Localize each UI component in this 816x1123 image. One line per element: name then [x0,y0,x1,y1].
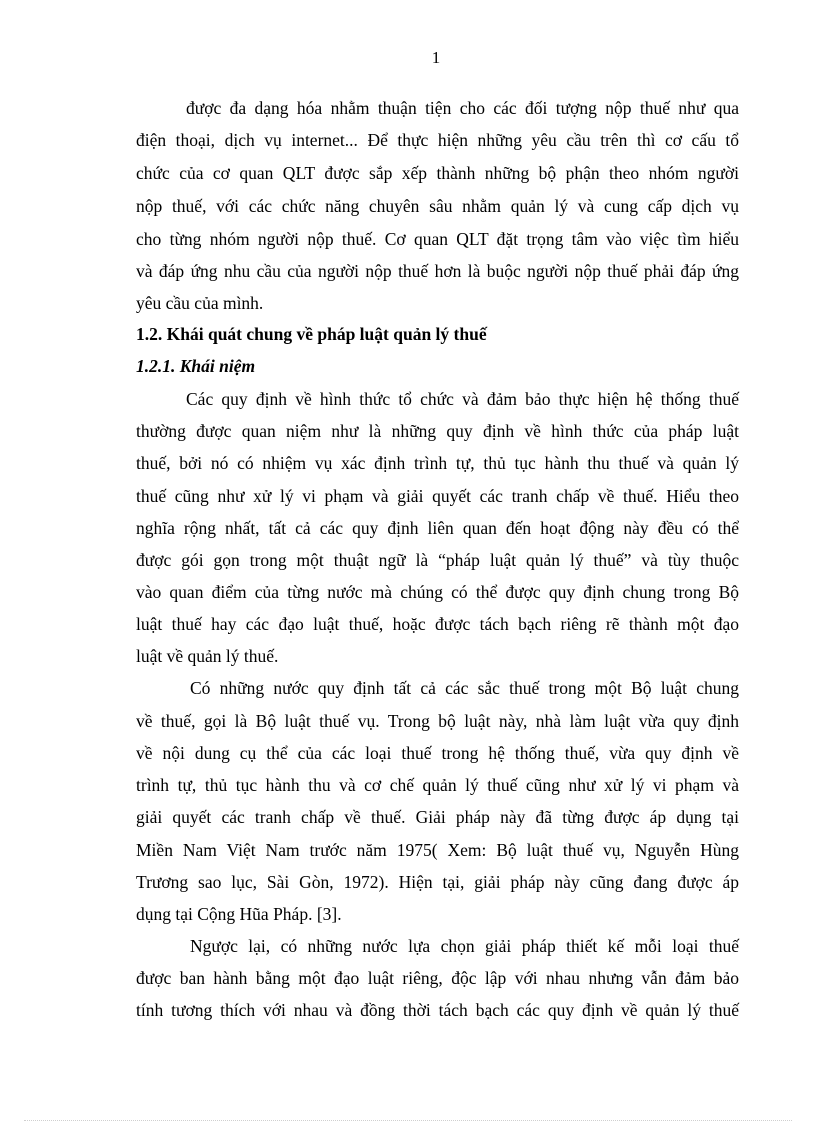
paragraph-2-line-5: nghĩa rộng nhất, tất cả các quy định liên quan đến hoạt động này đều có thể [136,518,739,538]
paragraph-3-line-3: về nội dung cụ thể của các loại thuế trong hệ thống thuế, vừa quy định về [136,743,739,763]
paragraph-2-line-3: thuế, bởi nó có nhiệm vụ xác định trình tự, thủ tục hành thu thuế và quản lý [136,453,739,473]
paragraph-2-line-1: Các quy định về hình thức tổ chức và đảm bảo thực hiện hệ thống thuế [186,389,739,409]
paragraph-3-line-2: về thuế, gọi là Bộ luật thuế vụ. Trong bộ luật này, nhà làm luật vừa quy định [136,711,739,731]
paragraph-4-line-2: được ban hành bằng một đạo luật riêng, độc lập với nhau nhưng vẫn đảm bảo [136,968,739,988]
paragraph-2-line-6: được gói gọn trong một thuật ngữ là “pháp luật quản lý thuế” và tùy thuộc [136,550,739,570]
paragraph-1-line-7: yêu cầu của mình. [136,293,264,313]
subsection-heading: 1.2.1. Khái niệm [136,356,256,376]
paragraph-1-line-6: và đáp ứng nhu cầu của người nộp thuế hơn là buộc người nộp thuế phải đáp ứng [136,261,739,281]
paragraph-1-line-3: chức của cơ quan QLT được sắp xếp thành những bộ phận theo nhóm người [136,163,739,183]
paragraph-1-line-1: được đa dạng hóa nhằm thuận tiện cho các đối tượng nộp thuế như qua [186,98,739,118]
paragraph-2-line-7: vào quan điểm của từng nước mà chúng có thể được quy định chung trong Bộ [136,582,739,602]
paragraph-1-line-4: nộp thuế, với các chức năng chuyên sâu nhằm quản lý và cung cấp dịch vụ [136,196,739,216]
paragraph-3-line-7: Trương sao lục, Sài Gòn, 1972). Hiện tại, giải pháp này cũng đang được áp [136,872,739,892]
page-number: 1 [431,48,441,67]
paragraph-1-line-2: điện thoại, dịch vụ internet... Để thực hiện những yêu cầu trên thì cơ cấu tổ [136,130,739,150]
paragraph-1-line-5: cho từng nhóm người nộp thuế. Cơ quan QLT đặt trọng tâm vào việc tìm hiểu [136,229,739,249]
paragraph-2-line-8: luật thuế hay các đạo luật thuế, hoặc được tách bạch riêng rẽ thành một đạo [136,614,739,634]
paragraph-2-line-4: thuế cũng như xử lý vi phạm và giải quyết các tranh chấp về thuế. Hiểu theo [136,486,739,506]
paragraph-3-line-6: Miền Nam Việt Nam trước năm 1975( Xem: Bộ luật thuế vụ, Nguyễn Hùng [136,840,739,860]
paragraph-3-line-8: dụng tại Cộng Hũa Pháp. [3]. [136,904,342,924]
paragraph-2-line-9: luật về quản lý thuế. [136,646,279,666]
footer-rule [24,1120,792,1121]
paragraph-4-line-1: Ngược lại, có những nước lựa chọn giải pháp thiết kế mỗi loại thuế [190,936,739,956]
paragraph-3-line-5: giải quyết các tranh chấp về thuế. Giải pháp này đã từng được áp dụng tại [136,807,739,827]
paragraph-2-line-2: thường được quan niệm như là những quy định về hình thức của pháp luật [136,421,739,441]
section-heading: 1.2. Khái quát chung về pháp luật quản lý thuế [136,324,487,344]
paragraph-4-line-3: tính tương thích với nhau và đồng thời tách bạch các quy định về quản lý thuế [136,1000,739,1020]
paragraph-3-line-1: Có những nước quy định tất cả các sắc thuế trong một Bộ luật chung [190,678,739,698]
paragraph-3-line-4: trình tự, thủ tục hành thu và cơ chế quản lý thuế cũng như xử lý vi phạm và [136,775,739,795]
